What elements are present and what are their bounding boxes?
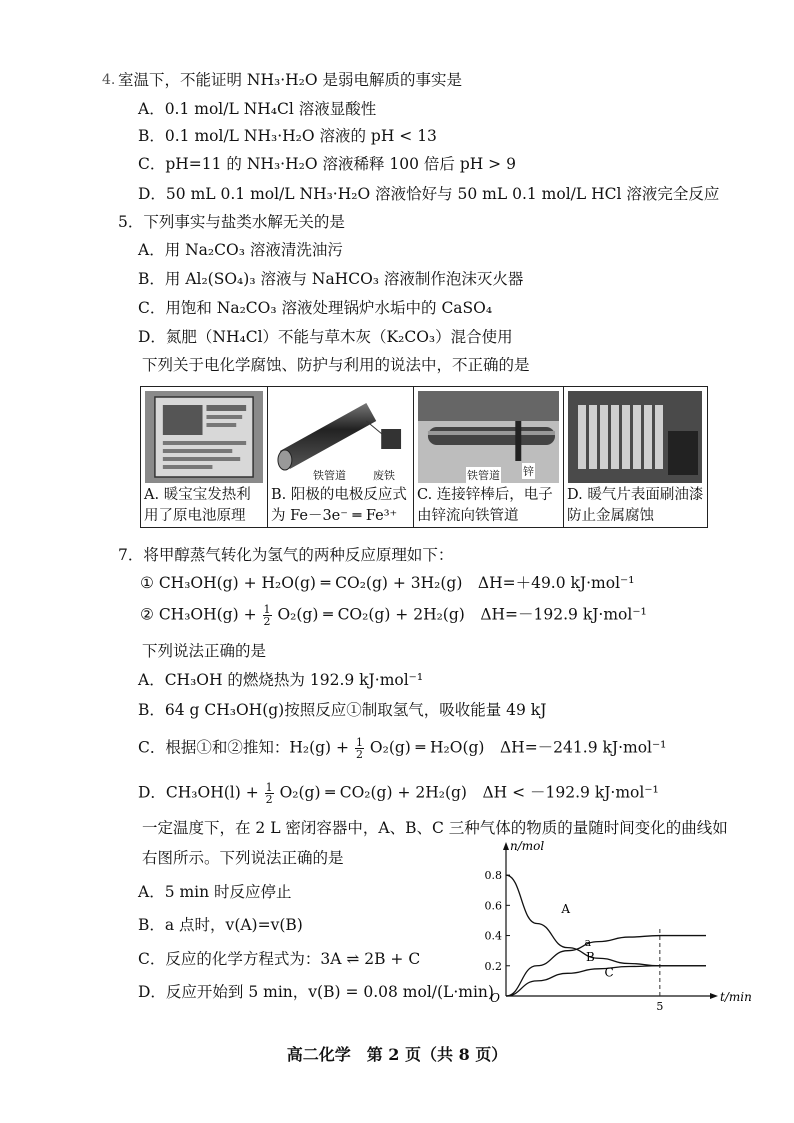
question-8-option-d: D．反应开始到 5 min，v(B) = 0.08 mol/(L·min): [138, 983, 494, 1001]
y-axis-arrow: [503, 842, 509, 850]
question-4-mark: 4.: [102, 72, 116, 88]
question-8-stem-line-1: 一定温度下，在 2 L 密闭容器中，A、B、C 三种气体的物质的量随时间变化的曲线如: [142, 819, 728, 837]
radiator-illustration: [568, 391, 702, 483]
x-tick-label: 5: [656, 1000, 664, 1013]
question-4-option-a: A．0.1 mol/L NH₄Cl 溶液显酸性: [138, 100, 377, 118]
point-a-label: a: [584, 936, 592, 950]
fraction-one-half-d: $\frac{1}{2}$: [265, 781, 273, 806]
question-5-option-d: D．氮肥（NH₄Cl）不能与草木灰（K₂CO₃）混合使用: [138, 328, 513, 346]
x-axis-arrow: [710, 993, 718, 999]
amount-time-graph: [470, 838, 752, 1018]
y-tick-label: 0.8: [484, 869, 502, 883]
figure-panel-b: [268, 387, 414, 527]
y-tick-label: 0.6: [484, 899, 502, 913]
hand-warmer-photo: [145, 391, 263, 483]
origin-label: O: [490, 991, 500, 1005]
hand-warmer-illustration: [145, 391, 263, 483]
question-7-option-d: D．CH₃OH(l) + $\frac{1}{2}$ O₂(g) ═ CO₂(g) + 2H₂(g) ΔH < －192.9 kJ·mol⁻¹: [138, 781, 659, 806]
question-7-substem: 下列说法正确的是: [142, 642, 267, 660]
series-label-a: A: [561, 901, 571, 916]
question-4-option-c: C．pH=11 的 NH₃·H₂O 溶液稀释 100 倍后 pH > 9: [138, 155, 516, 173]
figure-caption-d: D. 暖气片表面刷油漆防止金属腐蚀: [567, 487, 704, 524]
series-label-b: B: [586, 950, 595, 965]
y-tick-label: 0.4: [484, 929, 502, 943]
x-axis-label: t/min: [720, 990, 752, 1004]
question-8-stem-line-2: 右图所示。下列说法正确的是: [142, 849, 344, 867]
figure-caption-b: B. 阳极的电极反应式为 Fe－3e⁻ ═ Fe³⁺: [271, 487, 407, 524]
y-axis-label: n/mol: [510, 839, 545, 853]
figure-panel-c: [414, 387, 564, 527]
figure-caption-c: C. 连接锌棒后，电子由锌流向铁管道: [417, 487, 553, 524]
label-iron-pipe: 铁管道: [313, 469, 346, 482]
question-8-option-a: A．5 min 时反应停止: [138, 883, 292, 901]
figure-panel-a: [141, 387, 268, 527]
page-footer: 高二化学 第 2 页（共 8 页）: [286, 1045, 508, 1064]
question-5-option-b: B．用 Al₂(SO₄)₃ 溶液与 NaHCO₃ 溶液制作泡沫灭火器: [138, 270, 524, 288]
figure-panel-d: [564, 387, 706, 527]
question-4-stem: 室温下，不能证明 NH₃·H₂O 是弱电解质的事实是: [118, 71, 463, 89]
question-7-option-c: C．根据①和②推知：H₂(g) + $\frac{1}{2}$ O₂(g) ═ H₂O(g) ΔH=－241.9 kJ·mol⁻¹: [138, 736, 667, 761]
question-5-option-c: C．用饱和 Na₂CO₃ 溶液处理锅炉水垢中的 CaSO₄: [138, 299, 493, 317]
figure-caption-a: A. 暖宝宝发热利用了原电池原理: [144, 487, 251, 524]
question-6-stem: 下列关于电化学腐蚀、防护与利用的说法中，不正确的是: [142, 356, 530, 374]
question-4-option-d: D．50 mL 0.1 mol/L NH₃·H₂O 溶液恰好与 50 mL 0.1 mol/L HCl 溶液完全反应: [138, 185, 720, 203]
question-7-option-b: B．64 g CH₃OH(g)按照反应①制取氢气，吸收能量 49 kJ: [138, 701, 547, 719]
question-7-reaction-2: ② CH₃OH(g) + $\frac{1}{2}$ O₂(g) ═ CO₂(g) + 2H₂(g) ΔH=－192.9 kJ·mol⁻¹: [140, 603, 647, 628]
series-line-a: [506, 875, 706, 966]
question-7-option-a: A．CH₃OH 的燃烧热为 192.9 kJ·mol⁻¹: [138, 671, 424, 689]
label-zinc: 锌: [523, 465, 534, 478]
fraction-one-half-c: $\frac{1}{2}$: [355, 736, 363, 761]
question-5-option-a: A．用 Na₂CO₃ 溶液清洗油污: [138, 241, 343, 259]
radiator-photo: [568, 391, 702, 483]
question-7-stem: 7．将甲醇蒸气转化为氢气的两种反应原理如下：: [118, 546, 454, 564]
pipe-zinc-rod-photo: [418, 391, 559, 483]
y-tick-label: 0.2: [484, 959, 502, 973]
label-scrap-iron: 废铁: [373, 469, 395, 482]
question-8-option-b: B．a 点时，v(A)=v(B): [138, 916, 303, 934]
label-iron-pipe-c: 铁管道: [467, 469, 500, 482]
question-5-stem: 5．下列事实与盐类水解无关的是: [118, 213, 345, 231]
question-4-option-b: B．0.1 mol/L NH₃·H₂O 溶液的 pH < 13: [138, 127, 437, 145]
question-6-figure-table: [140, 386, 708, 528]
question-8-option-c: C．反应的化学方程式为：3A ⇌ 2B + C: [138, 950, 421, 968]
amount-time-chart: [470, 838, 752, 1018]
question-7-reaction-1: ① CH₃OH(g) + H₂O(g) ═ CO₂(g) + 3H₂(g) ΔH=＋49.0 kJ·mol⁻¹: [140, 574, 635, 592]
pipe-scrap-iron-photo: [272, 391, 409, 483]
series-label-c: C: [604, 965, 614, 980]
fraction-one-half: $\frac{1}{2}$: [263, 603, 271, 628]
